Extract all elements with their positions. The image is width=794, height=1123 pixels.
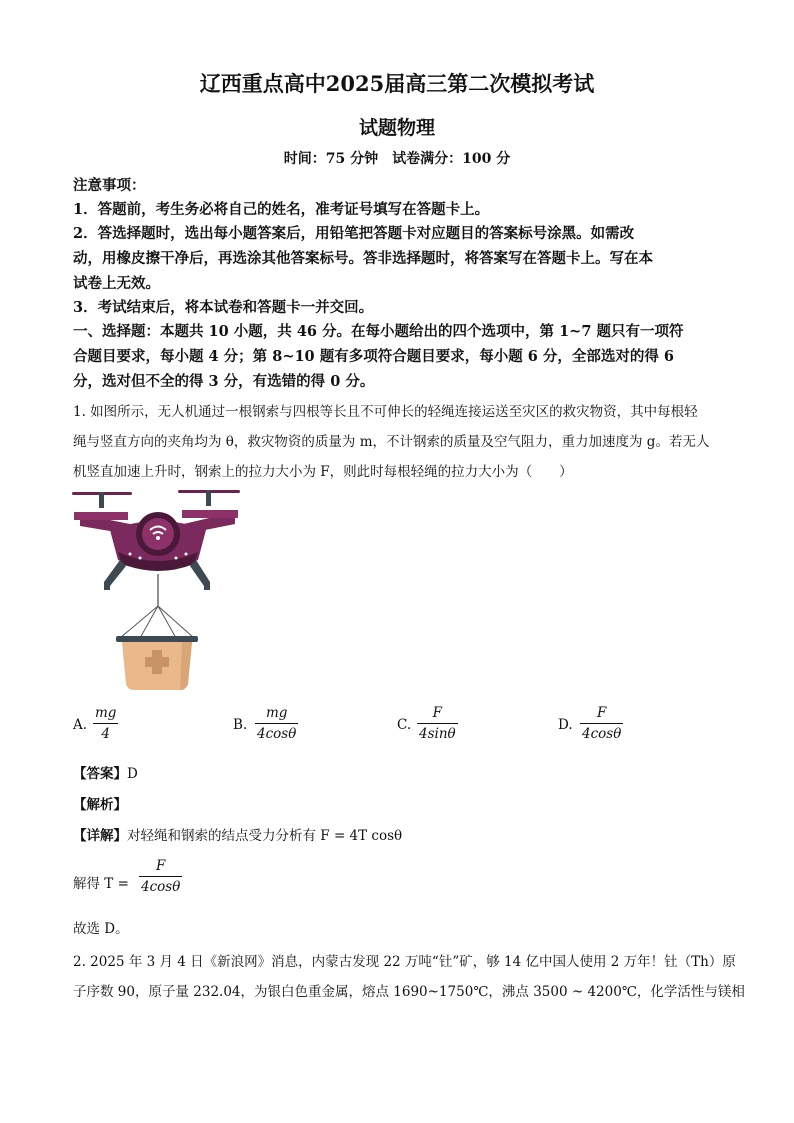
question-2-line-2: 子序数 90，原子量 232.04，为银白色重金属，熔点 1690~1750℃，沸点 3500 ~ 4200℃，化学活性与镁相 bbox=[73, 984, 745, 1000]
solve-fraction bbox=[139, 858, 182, 895]
question-1-line-3: 机竖直加速上升时，钢索上的拉力大小为 F，则此时每根轻绳的拉力大小为（ ） bbox=[73, 464, 573, 480]
question-2-line-1: 2. 2025 年 3 月 4 日《新浪网》消息，内蒙古发现 22 万吨“钍”矿，够 14 亿中国人使用 2 万年！钍（Th）原 bbox=[73, 954, 736, 970]
answer-tag: 【答案】 bbox=[73, 766, 127, 782]
option-c-label: C. bbox=[397, 717, 412, 733]
conclusion-line: 故选 D。 bbox=[73, 921, 129, 937]
answer-line bbox=[73, 762, 723, 782]
analysis-tag: 【解析】 bbox=[73, 797, 127, 813]
section-1-line-2: 合题目要求，每小题 4 分；第 8~10 题有多项符合题目要求，每小题 6 分，全部选对的得 6 bbox=[73, 348, 675, 365]
detail-text: 对轻绳和钢索的结点受力分析有 F = 4T cosθ bbox=[127, 828, 403, 844]
solve-numerator: F bbox=[155, 858, 166, 874]
solve-denominator: 4cosθ bbox=[141, 879, 181, 895]
option-d-numerator: F bbox=[596, 705, 607, 721]
notice-heading: 注意事项： bbox=[73, 177, 146, 194]
fraction-bar bbox=[139, 876, 182, 877]
option-d[interactable] bbox=[558, 705, 638, 749]
question-1-line-2: 绳与竖直方向的夹角均为 θ，救灾物资的质量为 m，不计钢索的质量及空气阻力，重力加速度为 g。若无人 bbox=[73, 434, 710, 450]
section-1-line-1: 一、选择题：本题共 10 小题，共 46 分。在每小题给出的四个选项中，第 1~7 题只有一项符 bbox=[73, 323, 684, 340]
option-c-denominator: 4sinθ bbox=[419, 726, 456, 742]
exam-time-info: 时间：75 分钟 试卷满分：100 分 bbox=[283, 151, 511, 167]
drone-illustration bbox=[70, 486, 245, 692]
option-d-denominator: 4cosθ bbox=[582, 726, 622, 742]
option-d-label: D. bbox=[558, 717, 573, 733]
solve-prefix: 解得 T = bbox=[73, 876, 129, 892]
notice-item-2-line-2: 动，用橡皮擦干净后，再选涂其他答案标号。答非选择题时，将答案写在答题卡上。写在本 bbox=[73, 250, 653, 267]
option-a-numerator: mg bbox=[95, 705, 117, 721]
option-a-fraction bbox=[93, 705, 118, 742]
solve-line bbox=[73, 858, 723, 902]
section-1-line-3: 分，选对但不全的得 3 分，有选错的得 0 分。 bbox=[73, 373, 375, 390]
option-c-fraction bbox=[417, 705, 458, 742]
fraction-bar bbox=[255, 723, 298, 724]
notice-item-2-line-3: 试卷上无效。 bbox=[73, 275, 160, 292]
question-1-line-1: 1. 如图所示，无人机通过一根钢索与四根等长且不可伸长的轻绳连接运送至灾区的救灾物资，其中每根轻 bbox=[73, 404, 698, 420]
notice-item-3: 3．考试结束后，将本试卷和答题卡一并交回。 bbox=[73, 299, 374, 316]
detail-tag: 【详解】 bbox=[73, 828, 127, 844]
option-a-denominator: 4 bbox=[101, 726, 111, 742]
fraction-bar bbox=[580, 723, 623, 724]
exam-subtitle: 试题物理 bbox=[358, 117, 435, 139]
fraction-bar bbox=[93, 723, 118, 724]
notice-item-1: 1．答题前，考生务必将自己的姓名，准考证号填写在答题卡上。 bbox=[73, 201, 490, 218]
analysis-line bbox=[73, 793, 723, 813]
option-a-label: A. bbox=[73, 717, 88, 733]
option-c-numerator: F bbox=[432, 705, 443, 721]
exam-title: 辽西重点高中2025届高三第二次模拟考试 bbox=[199, 71, 595, 96]
notice-item-2-line-1: 2．答选择题时，选出每小题答案后，用铅笔把答题卡对应题目的答案标号涂黑。如需改 bbox=[73, 225, 635, 242]
option-d-fraction bbox=[580, 705, 623, 742]
option-c[interactable] bbox=[397, 705, 477, 749]
option-b[interactable] bbox=[233, 705, 313, 749]
fraction-bar bbox=[417, 723, 458, 724]
option-b-denominator: 4cosθ bbox=[257, 726, 297, 742]
option-a[interactable] bbox=[73, 705, 133, 749]
answer-value: D bbox=[127, 766, 138, 782]
option-b-fraction bbox=[255, 705, 298, 742]
option-b-label: B. bbox=[233, 717, 248, 733]
option-b-numerator: mg bbox=[265, 705, 288, 721]
detail-line bbox=[73, 824, 723, 844]
